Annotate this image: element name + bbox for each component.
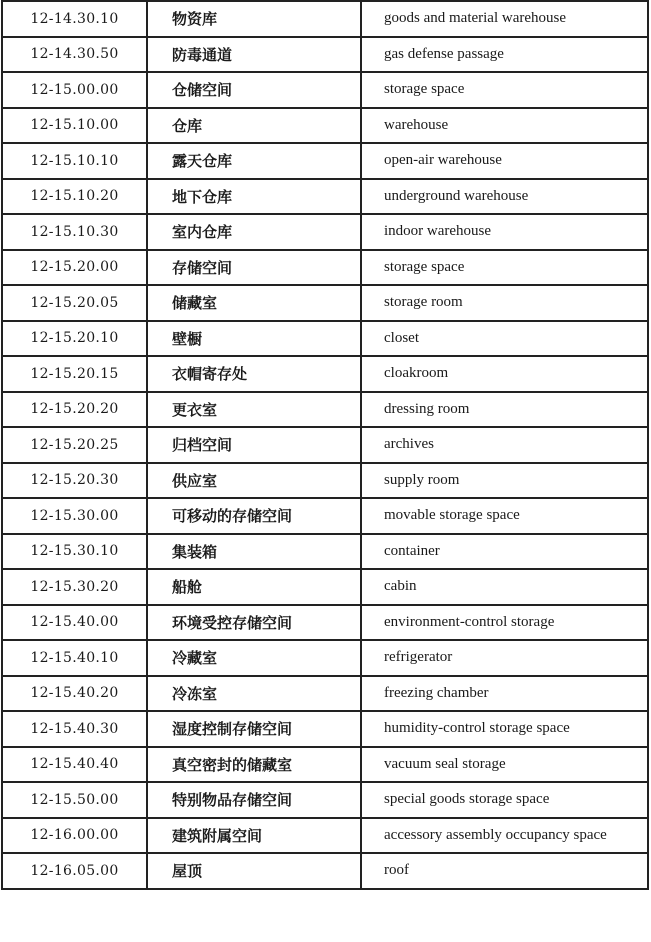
chinese-term-cell: 湿度控制存储空间 (147, 711, 361, 747)
table-row (2, 427, 648, 463)
chinese-term-cell: 冷冻室 (147, 676, 361, 712)
code-cell: 12-15.10.10 (2, 143, 147, 179)
table-row (2, 250, 648, 286)
chinese-term-cell: 仓库 (147, 108, 361, 144)
english-term-cell: storage space (361, 72, 648, 108)
code-cell: 12-15.40.40 (2, 747, 147, 783)
chinese-term-cell: 仓储空间 (147, 72, 361, 108)
english-term-cell: supply room (361, 463, 648, 499)
chinese-term-cell: 物资库 (147, 1, 361, 37)
english-term-cell: open-air warehouse (361, 143, 648, 179)
chinese-term-cell: 特别物品存储空间 (147, 782, 361, 818)
chinese-term-cell: 供应室 (147, 463, 361, 499)
table-row (2, 285, 648, 321)
table-row (2, 640, 648, 676)
code-cell: 12-15.10.00 (2, 108, 147, 144)
english-term-cell: goods and material warehouse (361, 1, 648, 37)
table-row (2, 605, 648, 641)
english-term-cell: storage room (361, 285, 648, 321)
code-cell: 12-15.20.15 (2, 356, 147, 392)
table-row (2, 37, 648, 73)
table-row (2, 676, 648, 712)
english-term-cell: underground warehouse (361, 179, 648, 215)
english-term-cell: accessory assembly occupancy space (361, 818, 648, 854)
table-row (2, 747, 648, 783)
chinese-term-cell: 真空密封的储藏室 (147, 747, 361, 783)
code-cell: 12-15.50.00 (2, 782, 147, 818)
table-row (2, 179, 648, 215)
code-cell: 12-15.10.20 (2, 179, 147, 215)
terminology-table (1, 0, 649, 890)
chinese-term-cell: 集装箱 (147, 534, 361, 570)
english-term-cell: storage space (361, 250, 648, 286)
english-term-cell: gas defense passage (361, 37, 648, 73)
code-cell: 12-15.40.00 (2, 605, 147, 641)
chinese-term-cell: 冷藏室 (147, 640, 361, 676)
english-term-cell: indoor warehouse (361, 214, 648, 250)
english-term-cell: container (361, 534, 648, 570)
english-term-cell: archives (361, 427, 648, 463)
code-cell: 12-16.00.00 (2, 818, 147, 854)
code-cell: 12-15.40.10 (2, 640, 147, 676)
table-row (2, 214, 648, 250)
english-term-cell: special goods storage space (361, 782, 648, 818)
table-row (2, 143, 648, 179)
code-cell: 12-15.20.05 (2, 285, 147, 321)
code-cell: 12-15.20.25 (2, 427, 147, 463)
table-row (2, 818, 648, 854)
code-cell: 12-15.30.10 (2, 534, 147, 570)
chinese-term-cell: 地下仓库 (147, 179, 361, 215)
code-cell: 12-15.20.20 (2, 392, 147, 428)
chinese-term-cell: 环境受控存储空间 (147, 605, 361, 641)
english-term-cell: freezing chamber (361, 676, 648, 712)
table-row (2, 463, 648, 499)
chinese-term-cell: 存储空间 (147, 250, 361, 286)
code-cell: 12-15.20.10 (2, 321, 147, 357)
chinese-term-cell: 可移动的存储空间 (147, 498, 361, 534)
chinese-term-cell: 衣帽寄存处 (147, 356, 361, 392)
code-cell: 12-15.20.00 (2, 250, 147, 286)
code-cell: 12-15.20.30 (2, 463, 147, 499)
english-term-cell: dressing room (361, 392, 648, 428)
english-term-cell: roof (361, 853, 648, 889)
table-row (2, 108, 648, 144)
table-row (2, 534, 648, 570)
english-term-cell: vacuum seal storage (361, 747, 648, 783)
english-term-cell: refrigerator (361, 640, 648, 676)
code-cell: 12-15.30.20 (2, 569, 147, 605)
chinese-term-cell: 建筑附属空间 (147, 818, 361, 854)
english-term-cell: environment-control storage (361, 605, 648, 641)
english-term-cell: humidity-control storage space (361, 711, 648, 747)
code-cell: 12-16.05.00 (2, 853, 147, 889)
table-row (2, 72, 648, 108)
table-row (2, 498, 648, 534)
table-row (2, 321, 648, 357)
table-row (2, 1, 648, 37)
code-cell: 12-14.30.10 (2, 1, 147, 37)
code-cell: 12-15.40.30 (2, 711, 147, 747)
code-cell: 12-14.30.50 (2, 37, 147, 73)
english-term-cell: cloakroom (361, 356, 648, 392)
code-cell: 12-15.10.30 (2, 214, 147, 250)
table-row (2, 356, 648, 392)
chinese-term-cell: 室内仓库 (147, 214, 361, 250)
english-term-cell: warehouse (361, 108, 648, 144)
chinese-term-cell: 储藏室 (147, 285, 361, 321)
chinese-term-cell: 防毒通道 (147, 37, 361, 73)
code-cell: 12-15.00.00 (2, 72, 147, 108)
chinese-term-cell: 壁橱 (147, 321, 361, 357)
table-row (2, 711, 648, 747)
chinese-term-cell: 更衣室 (147, 392, 361, 428)
code-cell: 12-15.30.00 (2, 498, 147, 534)
chinese-term-cell: 露天仓库 (147, 143, 361, 179)
terminology-table-body (2, 1, 648, 889)
table-row (2, 853, 648, 889)
chinese-term-cell: 船舱 (147, 569, 361, 605)
table-row (2, 392, 648, 428)
chinese-term-cell: 归档空间 (147, 427, 361, 463)
english-term-cell: cabin (361, 569, 648, 605)
chinese-term-cell: 屋顶 (147, 853, 361, 889)
table-row (2, 782, 648, 818)
english-term-cell: movable storage space (361, 498, 648, 534)
english-term-cell: closet (361, 321, 648, 357)
code-cell: 12-15.40.20 (2, 676, 147, 712)
table-row (2, 569, 648, 605)
